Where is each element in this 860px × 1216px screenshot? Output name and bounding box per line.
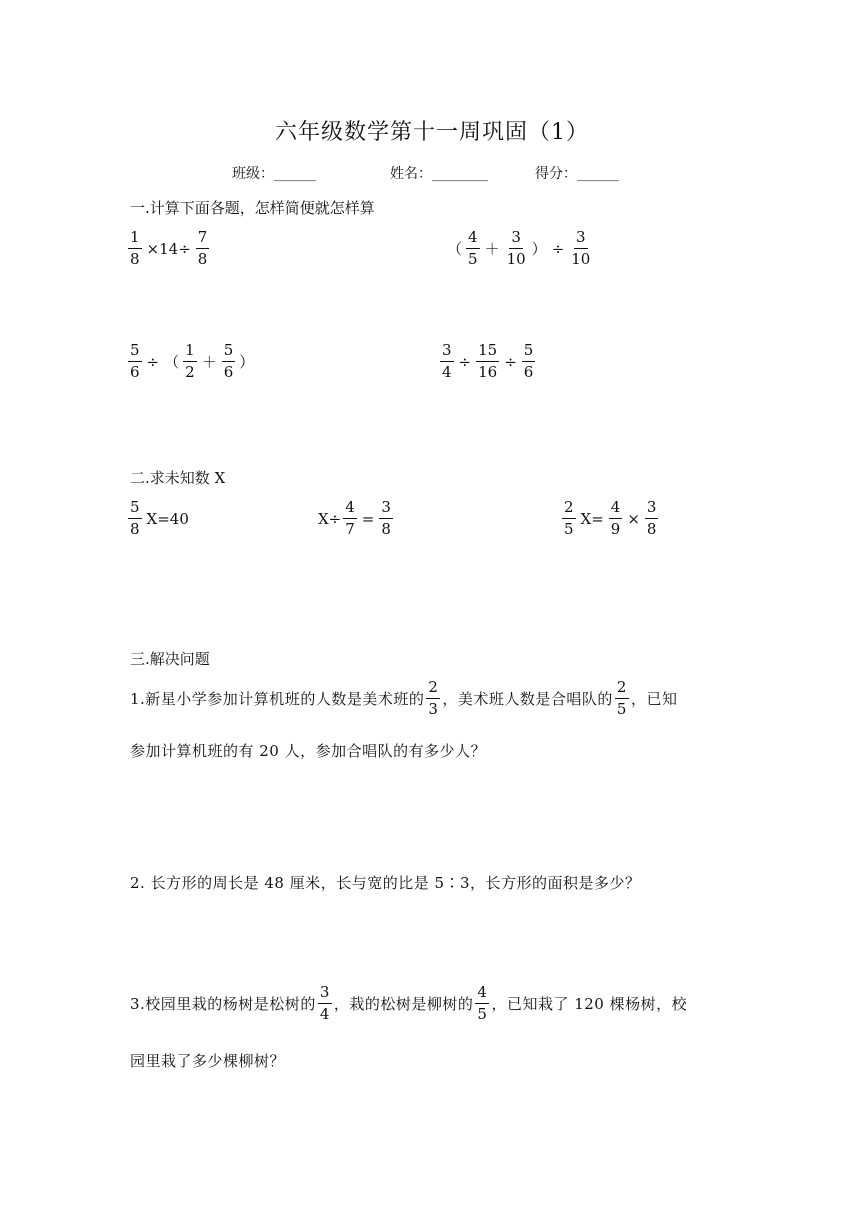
section2-heading: 二.求未知数 X bbox=[130, 469, 226, 487]
fraction: $\frac{5}{8}$ bbox=[130, 498, 140, 538]
fraction: $\frac{3}{8}$ bbox=[646, 498, 657, 538]
section3-heading: 三.解决问题 bbox=[130, 650, 210, 668]
equation-2-3: $\frac{2}{5}$ X= $\frac{4}{9}$ × $\frac{3}{8}$ bbox=[564, 498, 657, 538]
equation-2-1: $\frac{5}{8}$ X=40 bbox=[130, 498, 189, 538]
fraction: $\frac{4}{5}$ bbox=[477, 983, 488, 1023]
fraction: $\frac{3}{10}$ bbox=[506, 228, 526, 268]
fraction: $\frac{3}{10}$ bbox=[571, 228, 591, 268]
problem-1-3: $\frac{5}{6}$ ÷ （ $\frac{1}{2}$ ＋ $\frac{5}{6}$ ） bbox=[130, 341, 255, 381]
name-field: 姓名：________ bbox=[390, 166, 488, 182]
fraction: $\frac{2}{5}$ bbox=[564, 498, 574, 538]
fraction: $\frac{5}{6}$ bbox=[223, 341, 234, 381]
fraction: $\frac{1}{8}$ bbox=[130, 228, 140, 268]
fraction: $\frac{4}{9}$ bbox=[610, 498, 621, 538]
problem-1-1: $\frac{1}{8}$ ×14÷ $\frac{7}{8}$ bbox=[130, 228, 208, 268]
fraction: $\frac{3}{4}$ bbox=[319, 983, 330, 1023]
question-2: 2. 长方形的周长是 48 厘米，长与宽的比是 5∶3，长方形的面积是多少？ bbox=[130, 874, 641, 892]
question-3-line-2: 园里栽了多少棵柳树？ bbox=[130, 1052, 286, 1070]
fraction: $\frac{3}{4}$ bbox=[442, 341, 452, 381]
class-field: 班级：______ bbox=[232, 166, 316, 182]
fraction: $\frac{5}{6}$ bbox=[523, 341, 534, 381]
fraction: $\frac{1}{2}$ bbox=[185, 341, 195, 381]
question-1-line-2: 参加计算机班的有 20 人，参加合唱队的有多少人？ bbox=[130, 742, 487, 760]
equation-2-2: X÷ $\frac{4}{7}$ = $\frac{3}{8}$ bbox=[318, 498, 391, 538]
fraction: $\frac{2}{3}$ bbox=[428, 678, 439, 718]
fraction: $\frac{3}{8}$ bbox=[381, 498, 391, 538]
question-1-line-1: 1.新星小学参加计算机班的人数是美术班的 $\frac{2}{3}$ ，美术班人数是合唱队的 $\frac{2}{5}$ ，已知 bbox=[130, 678, 678, 718]
fraction: $\frac{15}{16}$ bbox=[478, 341, 498, 381]
fraction: $\frac{7}{8}$ bbox=[197, 228, 208, 268]
fraction: $\frac{4}{5}$ bbox=[468, 228, 478, 268]
problem-1-4: $\frac{3}{4}$ ÷ $\frac{15}{16}$ ÷ $\frac{5}{6}$ bbox=[442, 341, 534, 381]
fraction: $\frac{5}{6}$ bbox=[130, 341, 140, 381]
section1-heading: 一.计算下面各题，怎样简便就怎样算 bbox=[130, 199, 375, 217]
problem-1-2: （ $\frac{4}{5}$ ＋ $\frac{3}{10}$ ） ÷ $\frac{3}{10}$ bbox=[447, 228, 591, 268]
question-3-line-1: 3.校园里栽的杨树是松树的 $\frac{3}{4}$ ，栽的松树是柳树的 $\frac{4}{5}$ ，已知栽了 120 棵杨树，校 bbox=[130, 983, 688, 1023]
fraction: $\frac{4}{7}$ bbox=[345, 498, 355, 538]
score-field: 得分：______ bbox=[535, 166, 619, 182]
page-title: 六年级数学第十一周巩固（1） bbox=[275, 120, 589, 145]
fraction: $\frac{2}{5}$ bbox=[616, 678, 627, 718]
